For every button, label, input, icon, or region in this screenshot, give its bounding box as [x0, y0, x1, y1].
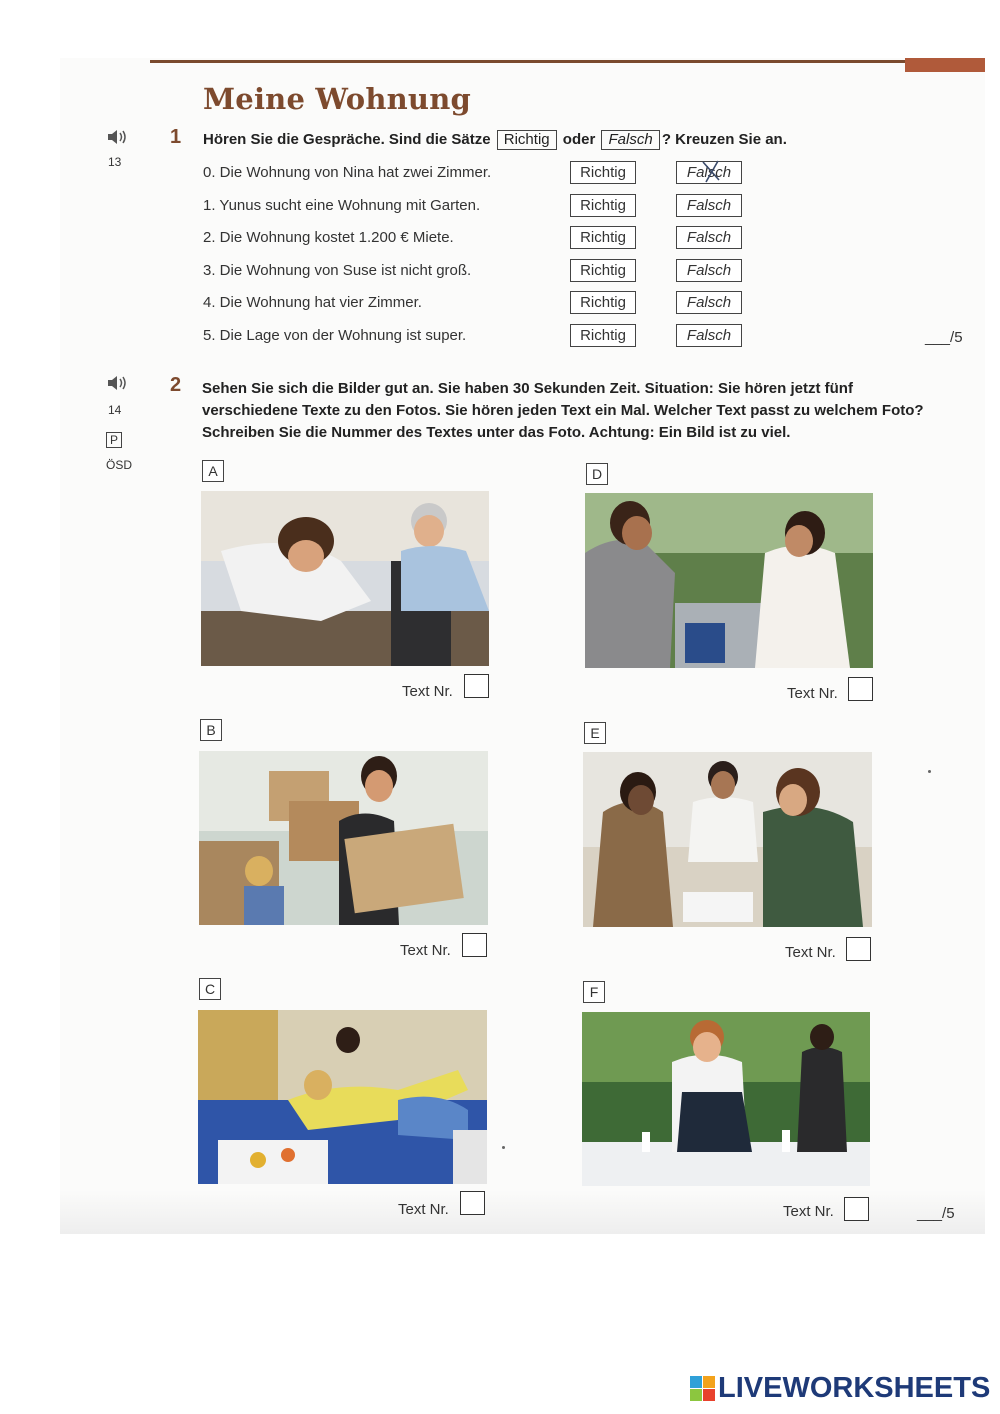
instruction-richtig-box: Richtig [497, 130, 557, 150]
osd-label: ÖSD [106, 458, 133, 472]
photo-letter-b: B [200, 719, 222, 741]
header-tab [905, 58, 985, 72]
header-rule [150, 60, 910, 63]
photo-letter-d: D [586, 463, 608, 485]
liveworksheets-logo-icon [690, 1374, 716, 1404]
instruction-text: oder [562, 131, 596, 148]
falsch-option-2[interactable]: Falsch [676, 226, 742, 249]
photo-f [582, 1012, 870, 1186]
photo-d [585, 493, 873, 668]
instruction-line: verschiedene Texte zu den Fotos. Sie hören jeden Text ein Mal. Welcher Text passt zu welchem Foto? [202, 402, 924, 419]
exercise-instruction [203, 129, 787, 151]
photo-letter-a: A [202, 460, 224, 482]
page-title: Meine Wohnung [203, 82, 471, 116]
scan-speck [928, 770, 931, 773]
answer-input-b[interactable] [462, 933, 487, 957]
answer-input-a[interactable] [464, 674, 489, 698]
audio-track-number: 13 [108, 155, 122, 169]
audio-track-number: 14 [108, 403, 122, 417]
instruction-line: Schreiben Sie die Nummer des Textes unter das Foto. Achtung: Ein Bild ist zu viel. [202, 424, 791, 441]
falsch-option-5[interactable]: Falsch [676, 324, 742, 347]
richtig-option-3[interactable]: Richtig [570, 259, 636, 282]
exercise-number: 2 [170, 374, 182, 396]
speaker-icon[interactable] [106, 128, 128, 146]
statement-0: 0. Die Wohnung von Nina hat zwei Zimmer. [203, 164, 492, 181]
falsch-option-1[interactable]: Falsch [676, 194, 742, 217]
falsch-option-4[interactable]: Falsch [676, 291, 742, 314]
statement-5: 5. Die Lage von der Wohnung ist super. [203, 327, 467, 344]
answer-label-a: Text Nr. [402, 683, 453, 700]
richtig-option-5[interactable]: Richtig [570, 324, 636, 347]
richtig-option-0[interactable]: Richtig [570, 161, 636, 184]
scan-speck [502, 1146, 505, 1149]
answer-label-f: Text Nr. [783, 1203, 834, 1220]
instruction-falsch-box: Falsch [601, 130, 659, 150]
answer-label-d: Text Nr. [787, 685, 838, 702]
richtig-option-4[interactable]: Richtig [570, 291, 636, 314]
exercise-number: 1 [170, 126, 182, 148]
answer-label-e: Text Nr. [785, 944, 836, 961]
statement-1: 1. Yunus sucht eine Wohnung mit Garten. [203, 197, 481, 214]
answer-input-e[interactable] [846, 937, 871, 961]
exam-part-badge: P [106, 432, 122, 448]
instruction-text: ? Kreuzen Sie an. [661, 131, 787, 148]
cross-mark-icon [700, 158, 722, 184]
answer-input-d[interactable] [848, 677, 873, 701]
photo-letter-f: F [583, 981, 605, 1003]
richtig-option-1[interactable]: Richtig [570, 194, 636, 217]
photo-a [201, 491, 489, 666]
richtig-option-2[interactable]: Richtig [570, 226, 636, 249]
photo-letter-c: C [199, 978, 221, 1000]
statement-2: 2. Die Wohnung kostet 1.200 € Miete. [203, 229, 454, 246]
exercise2-score: ___/5 [917, 1205, 955, 1222]
answer-input-f[interactable] [844, 1197, 869, 1221]
answer-input-c[interactable] [460, 1191, 485, 1215]
liveworksheets-brand[interactable]: LIVEWORKSHEETS [718, 1372, 991, 1404]
photo-letter-e: E [584, 722, 606, 744]
falsch-option-3[interactable]: Falsch [676, 259, 742, 282]
answer-label-c: Text Nr. [398, 1201, 449, 1218]
statement-4: 4. Die Wohnung hat vier Zimmer. [203, 294, 422, 311]
exercise1-score: ___/5 [925, 329, 963, 346]
statement-3: 3. Die Wohnung von Suse ist nicht groß. [203, 262, 472, 279]
falsch-option-0[interactable]: Falsch [676, 161, 742, 184]
photo-e [583, 752, 872, 927]
exercise-instruction [202, 378, 924, 444]
speaker-icon[interactable] [106, 374, 128, 392]
instruction-text: Hören Sie die Gespräche. Sind die Sätze [203, 131, 491, 148]
instruction-line: Sehen Sie sich die Bilder gut an. Sie haben 30 Sekunden Zeit. Situation: Sie hören jetzt fünf [202, 380, 853, 397]
photo-b [199, 751, 488, 925]
photo-c [198, 1010, 487, 1184]
answer-label-b: Text Nr. [400, 942, 451, 959]
